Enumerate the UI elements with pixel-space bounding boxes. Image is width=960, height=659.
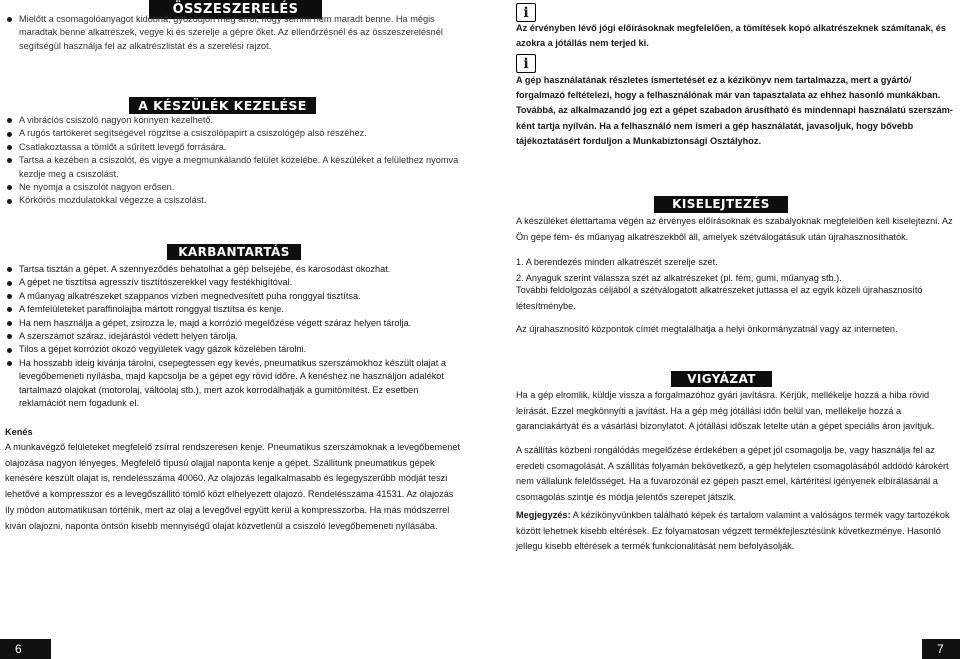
page-number-left-text: 6 — [15, 642, 22, 656]
maintenance-bullet: A műanyag alkatrészeket szappanos vízben megnedvesített puha ronggyal tisztítsa. — [5, 290, 463, 303]
page-number-right-text: 7 — [937, 642, 944, 656]
caution-text-shipping: A szállítás közbeni rongálódás megelőzése érdekében a gépet jól csomagolja be, vagy használja fel az eredeti csomagolását. A szállítás folyamán bekövetkező, a gép helytelen csomagolásából addódó károkért nem vállalunk felelősséget. Ha a fuvarozónál ez gépen paszt emel, kártérítési igényenek elbírálásánál a csomagolás szintje és módja jelentős szerepet játszik. — [516, 445, 949, 502]
disposal-text-recycle: További feldolgozás céljából a szétválogatott alkatrészeket juttassa el az egyik közeli újrahasznosító létesítménybe. — [516, 285, 923, 311]
caution-title: VIGYÁZAT — [687, 372, 756, 386]
page-number-left — [0, 639, 51, 659]
maintenance-header — [167, 244, 301, 260]
assembly-bullet: Mielőtt a csomagolóanyagot kidobná, győződjön meg arról, hogy semmi nem maradt benne. Ha mégis maradtak benne alkatrészek, vegye ki és szerelje a gépre őket. Az ellenőrzésnél és az összeszerelésnél segítségül használja fel az alkatrészlistát és a szerelési rajzot. — [5, 13, 463, 53]
assembly-list — [5, 13, 463, 53]
note-paragraph — [516, 508, 956, 555]
info-text-seals: Az érvényben lévő jógi előírásoknak megfelelően, a tömítések kopó alkatrészeknek számítanak, és azokra a jótállás nem terjed ki. — [516, 23, 946, 48]
disposal-header — [654, 196, 788, 213]
usage-title: A KÉSZÜLÉK KEZELÉSE — [138, 98, 307, 113]
disposal-step: 2. Anyaguk szerint válassza szét az alkatrészeket (pl. fém, gumi, műanyag stb.). — [516, 272, 842, 283]
maintenance-bullet: Ha nem használja a gépet, zsirozza le, majd a korrózió megelőzése végett száraz helyen tárolja. — [5, 317, 463, 330]
lube-text: A munkavégző felületeket megfelelő zsírral rendszeresen kenje. Pneumatikus szerszámoknak a levegőbemenet olajozása nagyon lényeges. Megfelelő típusú olajjal naponta kenje a gépet. Szállitunk pneumatikus gépek kenésére készült olajat is, rendelésszáma 40060. Az olajozás legalkalmasabb és legegyszerűbb módját teszi lehetővé a kompresszor és a levegőszállitó tömlő közt elhelyezett olajozó. Rendelésszáma 41531. Az olajozás íly módon automatikusan történik, mert az olaj a levegővel együtt kerül a kompresszorba. Ha más módszerrel kiván olajozni, naponta öntsön kisebb mennyiségű olajat közvetlenül a csiszoló levegőbemeneti nyílásába. — [5, 442, 461, 531]
disposal-text-centers: Az újrahasznosító központok címét megtalálhatja a helyi önkormányzatnál vagy az interneten. — [516, 324, 898, 334]
note-text: A kézikönyvünkben található képek és tartalom valamint a valóságos termék vagy tartozékok között lehetnek kisebb eltérések. Ez folyamatosan végzett termékfejlesztésünk következménye. Hasonló jellegu kisebb eltérések a termék funkcionalitását nem befolyásolják. — [516, 510, 950, 552]
usage-header — [129, 97, 316, 114]
disposal-steps — [516, 255, 956, 286]
usage-bullet: A rugós tartókeret segítségével rögzítse a csiszolópapirt a csiszológép alsó részéhez. — [5, 127, 463, 140]
maintenance-bullet: A fémfelületeket paraffinolajba mártott ronggyal tisztítsa és kenje. — [5, 303, 463, 316]
assembly-title: ÖSSZESZERELÉS — [172, 2, 299, 17]
maintenance-bullet: Tartsa tisztán a gépet. A szennyeződés behatolhat a gép belsejébe, és károsodást okozhat. — [5, 263, 463, 276]
info-icon: i — [516, 3, 536, 22]
page-number-right — [922, 639, 960, 659]
maintenance-bullet: A szerszámot száraz, idejárástól védett helyen tárolja. — [5, 330, 463, 343]
usage-list — [5, 114, 463, 208]
disposal-intro: A készüléket élettartama végén az érvényes előírásoknak és szabályoknak megfelelően kell kiselejtezni. Az Ön gépe fém- és műanyag alkatrészekből áll, amelyek szétválogatásuk után újrahasznosíthatók. — [516, 216, 953, 242]
caution-header — [671, 371, 772, 387]
maintenance-bullet: A gépet ne tisztítsa agresszív tisztítószerekkel vagy festékhigítóval. — [5, 276, 463, 289]
note-label: Megjegyzés: — [516, 510, 571, 520]
usage-bullet: Körkörös mozdulatokkal végezze a csiszolást. — [5, 194, 463, 207]
maintenance-list — [5, 263, 463, 410]
usage-bullet: Csatlakoztassa a tömlőt a sűrített levegő forrására. — [5, 141, 463, 154]
maintenance-bullet: Ha hosszabb ideig kivánja tárolni, csepegtessen egy kevés, pneumatikus szerszámokhoz készült olajat a levegőbemeneti nyílásba, majd kapcsolja be a gépet egy rövid időre. A kenéshez ne használjon adalékot tartalmazó olajokat (motorolaj, váltóolaj stb.), mert azok korrodálhatják a gumitömítést. Ez esetben reklamációt nem fogadunk el. — [5, 357, 463, 411]
lube-title: Kenés — [5, 427, 33, 437]
disposal-step: 1. A berendezés minden alkatrészét szerelje szét. — [516, 257, 718, 267]
disposal-title: KISELEJTEZÉS — [672, 197, 770, 211]
info-text-usage: A gép használatának részletes ismertetését ez a kézikönyv nem tartalmazza, mert a gyártó/ forgalmazó feltételezi, hogy a felhasználónak már van tapasztalata az ehhez hasonló munkákban. Továbbá, az alkalmazandó jog ezt a gépet szabadon árusítható és mindennapi használatú szerszám-ként tartja nyílván. Ha a felhasználó nem ismeri a gép használatát, javasoljuk, hogy bővebb tájékoztatásért forduljon a Munkabiztonsági Osztályhoz. — [516, 75, 953, 146]
usage-bullet: A vibrációs csiszoló nagyon könnyen kezelhető. — [5, 114, 463, 127]
usage-bullet: Tartsa a kezében a csiszolót, és vigye a megmunkálandó felület közelébe. A készüléket a felülethez nyomva kezdje meg a csiszolást. — [5, 154, 463, 181]
info-icon: i — [516, 54, 536, 73]
maintenance-bullet: Tilos a gépet korróziót okozó vegyületek vagy gázok közelében tárolni. — [5, 343, 463, 356]
caution-text-repair: Ha a gép elromlik, küldje vissza a forgalmazóhoz gyári javításra. Kérjük, mellékelje hozzá a hiba rövid leírását. Ezzel megkönnyíti a javítást. Ha a gép még jótállási időn belül van, mellékelje hozzá a garanciakártyát és a vásárlási bizonylatot. A jótállási időszak letelte után a gépet speciális áron javítjuk. — [516, 390, 935, 432]
maintenance-title: KARBANTARTÁS — [178, 245, 290, 259]
usage-bullet: Ne nyomja a csiszolót nagyon erősen. — [5, 181, 463, 194]
